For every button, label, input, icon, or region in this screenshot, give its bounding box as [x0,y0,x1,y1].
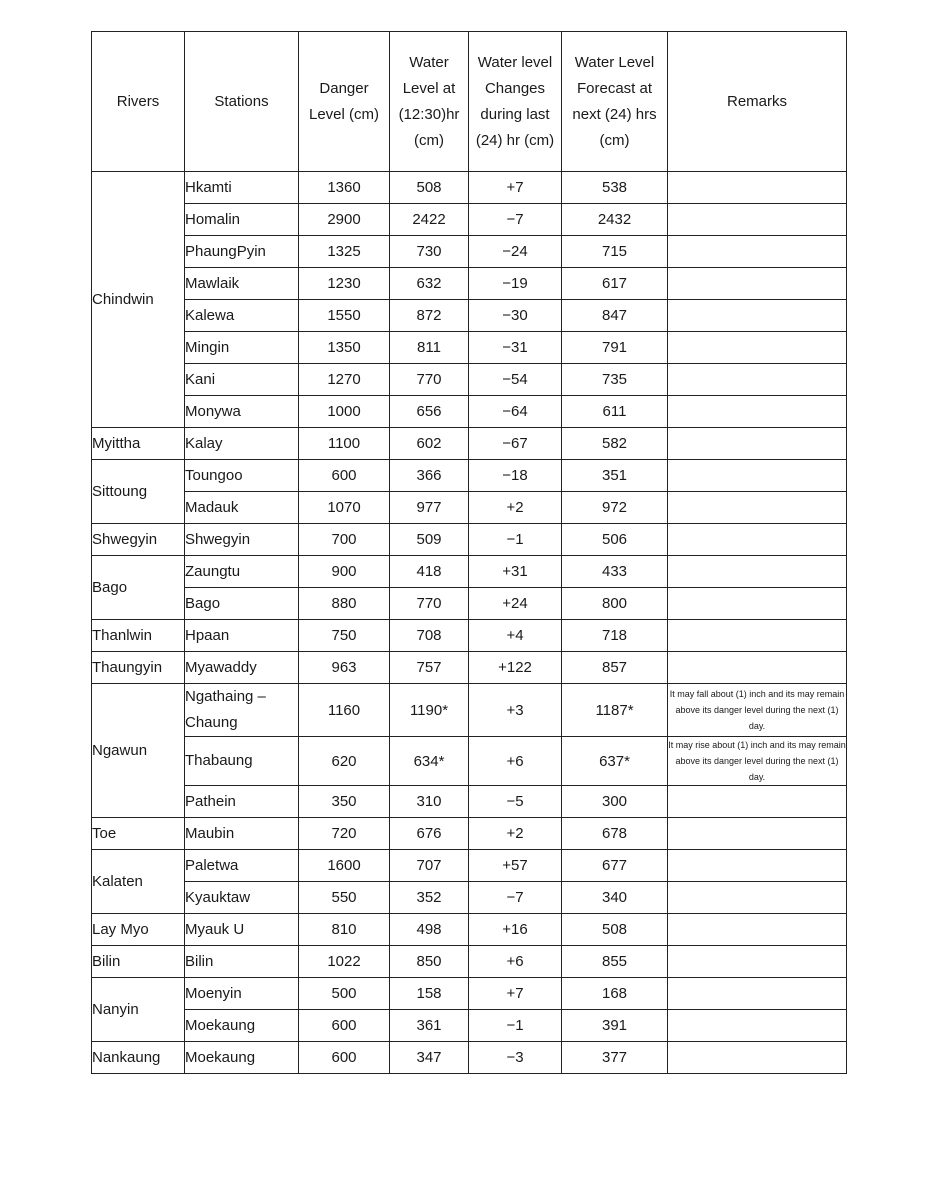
level-change: +2 [469,818,562,850]
forecast-level: 351 [562,460,668,492]
danger-level: 1360 [299,172,390,204]
water-level: 757 [390,652,469,684]
forecast-level: 735 [562,364,668,396]
remarks-cell [668,524,847,556]
level-change: −18 [469,460,562,492]
forecast-level: 340 [562,882,668,914]
water-level-table [91,31,847,1074]
table-row [92,268,847,300]
danger-level: 1600 [299,850,390,882]
danger-level: 1325 [299,236,390,268]
danger-level: 600 [299,1042,390,1074]
table-row [92,1010,847,1042]
remarks-cell [668,850,847,882]
water-level: 730 [390,236,469,268]
forecast-level: 677 [562,850,668,882]
river-name: Nankaung [92,1042,185,1074]
level-change: +3 [469,684,562,737]
table-row [92,524,847,556]
header-stations: Stations [185,32,299,172]
remarks-cell [668,1010,847,1042]
table-row [92,786,847,818]
station-name: Mingin [185,332,299,364]
danger-level: 700 [299,524,390,556]
table-row [92,978,847,1010]
remarks-cell: It may fall about (1) inch and its may remain above its danger level during the next (1) day. [668,684,847,737]
remarks-cell [668,460,847,492]
river-name: Toe [92,818,185,850]
level-change: +6 [469,737,562,786]
station-name: Myauk U [185,914,299,946]
forecast-level: 637* [562,737,668,786]
level-change: +31 [469,556,562,588]
forecast-level: 800 [562,588,668,620]
remarks-cell [668,946,847,978]
danger-level: 900 [299,556,390,588]
remarks-cell [668,914,847,946]
water-level: 498 [390,914,469,946]
table-row [92,556,847,588]
danger-level: 720 [299,818,390,850]
forecast-level: 391 [562,1010,668,1042]
river-name: Ngawun [92,684,185,818]
water-level: 872 [390,300,469,332]
forecast-level: 433 [562,556,668,588]
water-level: 676 [390,818,469,850]
station-name: Toungoo [185,460,299,492]
water-level: 708 [390,620,469,652]
water-level: 366 [390,460,469,492]
water-level: 2422 [390,204,469,236]
river-name: Bago [92,556,185,620]
table-row [92,684,847,737]
station-name: Moekaung [185,1042,299,1074]
station-name: Maubin [185,818,299,850]
danger-level: 500 [299,978,390,1010]
danger-level: 1230 [299,268,390,300]
table-row [92,620,847,652]
level-change: +2 [469,492,562,524]
river-name: Shwegyin [92,524,185,556]
level-change: −30 [469,300,562,332]
level-change: −3 [469,1042,562,1074]
station-name: Myawaddy [185,652,299,684]
danger-level: 1000 [299,396,390,428]
water-level: 1190* [390,684,469,737]
station-name: Madauk [185,492,299,524]
forecast-level: 506 [562,524,668,556]
station-name: Pathein [185,786,299,818]
forecast-level: 538 [562,172,668,204]
station-name: Ngathaing – Chaung [185,684,299,737]
station-name: Homalin [185,204,299,236]
table-row [92,364,847,396]
forecast-level: 972 [562,492,668,524]
river-name: Nanyin [92,978,185,1042]
station-name: Bilin [185,946,299,978]
header-row [92,32,847,172]
station-name: Kyauktaw [185,882,299,914]
water-level: 656 [390,396,469,428]
river-name: Sittoung [92,460,185,524]
level-change: −5 [469,786,562,818]
station-name: Kalay [185,428,299,460]
water-level: 602 [390,428,469,460]
water-level: 361 [390,1010,469,1042]
header-forecast: Water Level Forecast at next (24) hrs (cm) [562,32,668,172]
table-row [92,428,847,460]
level-change: +6 [469,946,562,978]
table-row [92,460,847,492]
table-row [92,588,847,620]
station-name: Hpaan [185,620,299,652]
table-body [92,172,847,1074]
danger-level: 620 [299,737,390,786]
water-level: 310 [390,786,469,818]
remarks-cell [668,786,847,818]
remarks-cell [668,556,847,588]
remarks-cell [668,620,847,652]
danger-level: 963 [299,652,390,684]
station-name: PhaungPyin [185,236,299,268]
danger-level: 1550 [299,300,390,332]
station-name: Thabaung [185,737,299,786]
level-change: −54 [469,364,562,396]
table-row [92,236,847,268]
danger-level: 1270 [299,364,390,396]
danger-level: 1100 [299,428,390,460]
forecast-level: 300 [562,786,668,818]
danger-level: 350 [299,786,390,818]
forecast-level: 617 [562,268,668,300]
table-row [92,492,847,524]
river-name: Chindwin [92,172,185,428]
header-water-level: Water Level at (12:30)hr (cm) [390,32,469,172]
level-change: +7 [469,978,562,1010]
water-level: 352 [390,882,469,914]
remarks-cell [668,364,847,396]
station-name: Shwegyin [185,524,299,556]
remarks-cell [668,428,847,460]
forecast-level: 168 [562,978,668,1010]
water-level: 850 [390,946,469,978]
table-row [92,652,847,684]
level-change: +122 [469,652,562,684]
forecast-level: 847 [562,300,668,332]
river-name: Myittha [92,428,185,460]
header-remarks: Remarks [668,32,847,172]
level-change: +16 [469,914,562,946]
river-name: Thaungyin [92,652,185,684]
station-name: Moenyin [185,978,299,1010]
forecast-level: 582 [562,428,668,460]
level-change: +24 [469,588,562,620]
table-row [92,882,847,914]
level-change: −64 [469,396,562,428]
water-level: 634* [390,737,469,786]
danger-level: 550 [299,882,390,914]
remarks-cell [668,818,847,850]
forecast-level: 377 [562,1042,668,1074]
level-change: +57 [469,850,562,882]
remarks-cell [668,172,847,204]
level-change: −19 [469,268,562,300]
water-level: 977 [390,492,469,524]
water-level: 632 [390,268,469,300]
station-name: Monywa [185,396,299,428]
water-level: 418 [390,556,469,588]
station-name: Mawlaik [185,268,299,300]
forecast-level: 1187* [562,684,668,737]
danger-level: 600 [299,1010,390,1042]
remarks-cell [668,588,847,620]
remarks-cell [668,268,847,300]
level-change: −7 [469,204,562,236]
water-level: 770 [390,364,469,396]
station-name: Bago [185,588,299,620]
station-name: Paletwa [185,850,299,882]
level-change: −67 [469,428,562,460]
water-level: 770 [390,588,469,620]
forecast-level: 508 [562,914,668,946]
river-name: Bilin [92,946,185,978]
remarks-cell [668,492,847,524]
remarks-cell [668,236,847,268]
level-change: +4 [469,620,562,652]
remarks-cell [668,978,847,1010]
remarks-cell [668,882,847,914]
water-level: 509 [390,524,469,556]
remarks-cell [668,332,847,364]
danger-level: 1070 [299,492,390,524]
danger-level: 880 [299,588,390,620]
station-name: Kalewa [185,300,299,332]
table-row [92,850,847,882]
forecast-level: 715 [562,236,668,268]
table-row [92,332,847,364]
header-rivers: Rivers [92,32,185,172]
water-level: 508 [390,172,469,204]
level-change: −1 [469,1010,562,1042]
river-name: Kalaten [92,850,185,914]
water-level: 158 [390,978,469,1010]
danger-level: 1350 [299,332,390,364]
danger-level: 750 [299,620,390,652]
forecast-level: 678 [562,818,668,850]
water-level: 347 [390,1042,469,1074]
remarks-cell [668,300,847,332]
station-name: Moekaung [185,1010,299,1042]
water-level: 707 [390,850,469,882]
header-danger-level: Danger Level (cm) [299,32,390,172]
remarks-cell [668,652,847,684]
station-name: Zaungtu [185,556,299,588]
table-row [92,946,847,978]
level-change: −24 [469,236,562,268]
level-change: +7 [469,172,562,204]
remarks-cell [668,1042,847,1074]
danger-level: 600 [299,460,390,492]
remarks-cell [668,396,847,428]
table-row [92,737,847,786]
station-name: Kani [185,364,299,396]
table-row [92,1042,847,1074]
forecast-level: 857 [562,652,668,684]
forecast-level: 611 [562,396,668,428]
river-name: Thanlwin [92,620,185,652]
forecast-level: 855 [562,946,668,978]
level-change: −7 [469,882,562,914]
forecast-level: 791 [562,332,668,364]
table-row [92,396,847,428]
table-row [92,818,847,850]
forecast-level: 718 [562,620,668,652]
level-change: −1 [469,524,562,556]
table-row [92,914,847,946]
danger-level: 2900 [299,204,390,236]
station-name: Hkamti [185,172,299,204]
water-level: 811 [390,332,469,364]
danger-level: 810 [299,914,390,946]
table-row [92,204,847,236]
table-row [92,172,847,204]
river-name: Lay Myo [92,914,185,946]
danger-level: 1160 [299,684,390,737]
remarks-cell [668,204,847,236]
forecast-level: 2432 [562,204,668,236]
level-change: −31 [469,332,562,364]
remarks-cell: It may rise about (1) inch and its may remain above its danger level during the next (1) day. [668,737,847,786]
danger-level: 1022 [299,946,390,978]
header-level-change: Water level Changes during last (24) hr (cm) [469,32,562,172]
table-row [92,300,847,332]
